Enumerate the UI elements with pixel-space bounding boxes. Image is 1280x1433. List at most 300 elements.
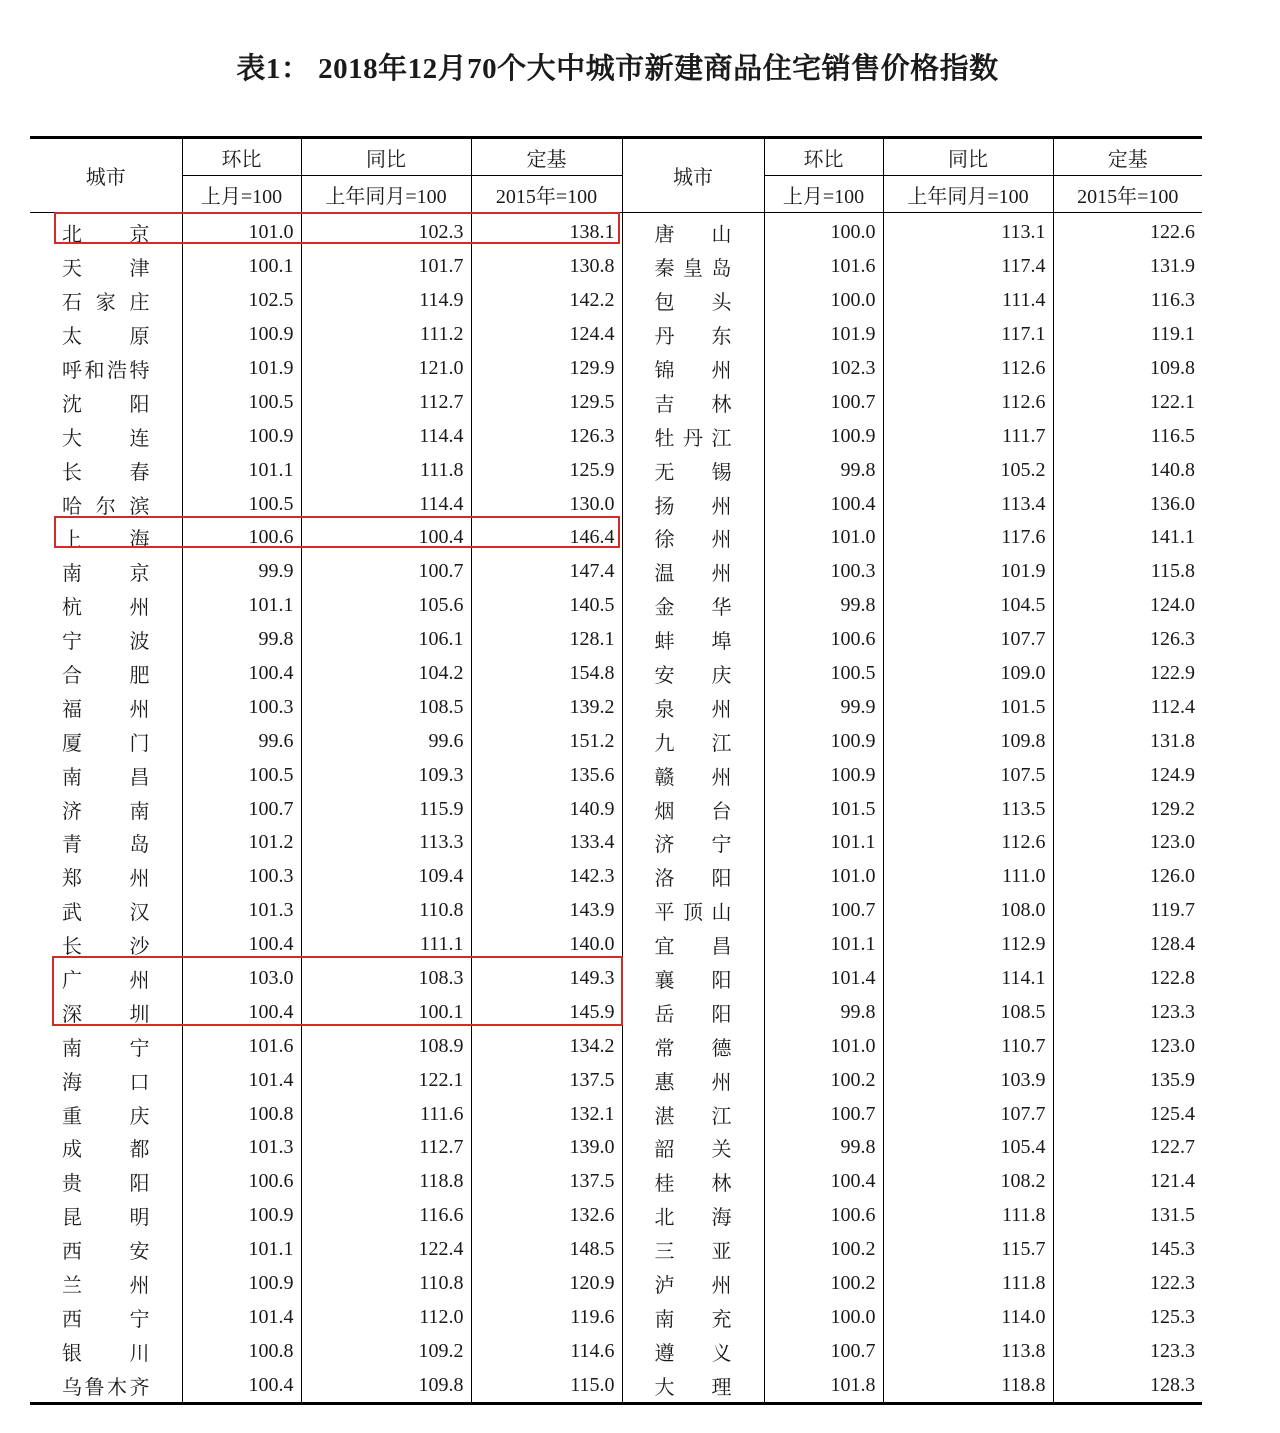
mom-value-right: 99.9 (764, 690, 883, 724)
city-name: 重庆 (62, 1105, 150, 1128)
mom-value: 100.3 (182, 690, 301, 724)
city-name: 广州 (62, 970, 150, 993)
yoy-value-right: 113.5 (883, 792, 1053, 826)
city-name-right: 九江 (622, 724, 764, 758)
city-name: 成都 (62, 1139, 150, 1162)
mom-value-right: 100.5 (764, 657, 883, 691)
city-name-right: 宜昌 (622, 928, 764, 962)
header-dj-sub-right: 2015年=100 (1053, 176, 1202, 213)
base-value-right: 136.0 (1053, 487, 1202, 521)
yoy-value-right: 105.2 (883, 453, 1053, 487)
mom-value: 99.9 (182, 555, 301, 589)
yoy-value: 121.0 (301, 352, 471, 386)
city-name-right: 北海 (622, 1199, 764, 1233)
mom-value-right: 100.0 (764, 213, 883, 250)
yoy-value: 113.3 (301, 826, 471, 860)
mom-value-right: 101.5 (764, 792, 883, 826)
yoy-value-right: 101.5 (883, 690, 1053, 724)
yoy-value-right: 112.6 (883, 826, 1053, 860)
mom-value: 100.5 (182, 758, 301, 792)
mom-value: 101.0 (182, 213, 301, 250)
base-value: 132.6 (471, 1199, 622, 1233)
mom-value-right: 100.0 (764, 1301, 883, 1335)
base-value-right: 123.0 (1053, 1029, 1202, 1063)
yoy-value-right: 103.9 (883, 1063, 1053, 1097)
mom-value-right: 100.9 (764, 758, 883, 792)
base-value-right: 122.7 (1053, 1131, 1202, 1165)
yoy-value-right: 104.5 (883, 589, 1053, 623)
base-value: 140.5 (471, 589, 622, 623)
mom-value: 99.6 (182, 724, 301, 758)
header-hb-right: 环比 (764, 138, 883, 176)
yoy-value: 122.4 (301, 1233, 471, 1267)
city-name: 西安 (62, 1241, 150, 1264)
table-row (30, 419, 1202, 453)
mom-value: 101.4 (182, 1063, 301, 1097)
mom-value: 100.5 (182, 487, 301, 521)
city-name: 贵阳 (62, 1173, 150, 1196)
city-name-right: 大理 (622, 1368, 764, 1403)
city-name: 郑州 (62, 868, 150, 891)
base-value: 132.1 (471, 1097, 622, 1131)
base-value: 115.0 (471, 1368, 622, 1403)
city-name: 长沙 (62, 936, 150, 959)
base-value: 119.6 (471, 1301, 622, 1335)
table-row (30, 1097, 1202, 1131)
city-name-right: 遵义 (622, 1334, 764, 1368)
mom-value: 100.5 (182, 385, 301, 419)
city-name: 北京 (62, 224, 150, 247)
yoy-value: 112.0 (301, 1301, 471, 1335)
city-name-right: 蚌埠 (622, 623, 764, 657)
city-name-right: 唐山 (622, 213, 764, 250)
yoy-value: 100.1 (301, 995, 471, 1029)
table-row (30, 1334, 1202, 1368)
city-name: 天津 (62, 258, 150, 281)
base-value: 130.0 (471, 487, 622, 521)
city-name-right: 泉州 (622, 690, 764, 724)
base-value: 140.9 (471, 792, 622, 826)
table-body (30, 213, 1202, 1404)
yoy-value-right: 114.0 (883, 1301, 1053, 1335)
city-name: 厦门 (62, 732, 150, 755)
city-name-right: 锦州 (622, 352, 764, 386)
mom-value-right: 99.8 (764, 1131, 883, 1165)
mom-value: 101.9 (182, 352, 301, 386)
yoy-value: 104.2 (301, 657, 471, 691)
table-row (30, 860, 1202, 894)
city-name: 济南 (62, 800, 150, 823)
base-value-right: 121.4 (1053, 1165, 1202, 1199)
base-value-right: 140.8 (1053, 453, 1202, 487)
base-value-right: 116.5 (1053, 419, 1202, 453)
base-value: 149.3 (471, 962, 622, 996)
yoy-value: 101.7 (301, 250, 471, 284)
city-name: 青岛 (62, 834, 150, 857)
table-row (30, 894, 1202, 928)
table-row (30, 826, 1202, 860)
base-value: 139.0 (471, 1131, 622, 1165)
yoy-value: 116.6 (301, 1199, 471, 1233)
mom-value: 101.1 (182, 1233, 301, 1267)
mom-value-right: 100.7 (764, 1334, 883, 1368)
yoy-value-right: 112.9 (883, 928, 1053, 962)
table-row (30, 792, 1202, 826)
table-row (30, 284, 1202, 318)
city-name: 哈尔滨 (62, 495, 150, 518)
table-row (30, 1165, 1202, 1199)
city-name-right: 泸州 (622, 1267, 764, 1301)
city-name-right: 湛江 (622, 1097, 764, 1131)
yoy-value: 111.6 (301, 1097, 471, 1131)
base-value: 146.4 (471, 521, 622, 555)
base-value: 129.9 (471, 352, 622, 386)
yoy-value: 111.8 (301, 453, 471, 487)
base-value: 137.5 (471, 1063, 622, 1097)
city-name-right: 烟台 (622, 792, 764, 826)
yoy-value: 111.1 (301, 928, 471, 962)
city-name-right: 洛阳 (622, 860, 764, 894)
base-value-right: 112.4 (1053, 690, 1202, 724)
city-name: 长春 (62, 461, 150, 484)
yoy-value-right: 111.8 (883, 1267, 1053, 1301)
city-name: 昆明 (62, 1207, 150, 1230)
base-value-right: 128.3 (1053, 1368, 1202, 1403)
base-value-right: 123.3 (1053, 995, 1202, 1029)
mom-value-right: 100.7 (764, 894, 883, 928)
yoy-value: 109.2 (301, 1334, 471, 1368)
table-row (30, 213, 1202, 250)
yoy-value: 109.8 (301, 1368, 471, 1403)
mom-value-right: 101.6 (764, 250, 883, 284)
base-value-right: 125.3 (1053, 1301, 1202, 1335)
mom-value-right: 101.9 (764, 318, 883, 352)
city-name: 宁波 (62, 631, 150, 654)
yoy-value-right: 107.7 (883, 623, 1053, 657)
yoy-value-right: 108.0 (883, 894, 1053, 928)
table-row (30, 521, 1202, 555)
yoy-value: 114.4 (301, 419, 471, 453)
yoy-value-right: 108.2 (883, 1165, 1053, 1199)
city-name: 沈阳 (62, 393, 150, 416)
mom-value-right: 99.8 (764, 995, 883, 1029)
mom-value-right: 101.1 (764, 826, 883, 860)
base-value: 147.4 (471, 555, 622, 589)
city-name: 武汉 (62, 902, 150, 925)
header-city: 城市 (85, 167, 126, 189)
mom-value-right: 100.2 (764, 1233, 883, 1267)
mom-value-right: 99.8 (764, 589, 883, 623)
base-value: 126.3 (471, 419, 622, 453)
yoy-value: 109.4 (301, 860, 471, 894)
mom-value: 101.4 (182, 1301, 301, 1335)
base-value-right: 122.6 (1053, 213, 1202, 250)
table-row (30, 1233, 1202, 1267)
mom-value-right: 100.6 (764, 1199, 883, 1233)
base-value-right: 119.1 (1053, 318, 1202, 352)
city-name-right: 三亚 (622, 1233, 764, 1267)
yoy-value-right: 113.1 (883, 213, 1053, 250)
mom-value-right: 101.8 (764, 1368, 883, 1403)
base-value-right: 135.9 (1053, 1063, 1202, 1097)
base-value: 130.8 (471, 250, 622, 284)
base-value: 142.3 (471, 860, 622, 894)
city-name-right: 秦皇岛 (622, 250, 764, 284)
yoy-value-right: 109.8 (883, 724, 1053, 758)
table-row (30, 1368, 1202, 1403)
base-value-right: 122.9 (1053, 657, 1202, 691)
base-value-right: 122.3 (1053, 1267, 1202, 1301)
city-name: 深圳 (62, 1003, 150, 1026)
yoy-value: 108.5 (301, 690, 471, 724)
table-row (30, 487, 1202, 521)
table-row (30, 555, 1202, 589)
mom-value: 100.9 (182, 318, 301, 352)
city-name: 南昌 (62, 766, 150, 789)
yoy-value: 100.7 (301, 555, 471, 589)
table-row (30, 352, 1202, 386)
city-name-right: 徐州 (622, 521, 764, 555)
city-name: 石家庄 (62, 292, 150, 315)
header-hb: 环比 (182, 138, 301, 176)
mom-value: 100.4 (182, 1368, 301, 1403)
table-row (30, 758, 1202, 792)
city-name-right: 赣州 (622, 758, 764, 792)
base-value: 154.8 (471, 657, 622, 691)
yoy-value: 106.1 (301, 623, 471, 657)
yoy-value: 114.9 (301, 284, 471, 318)
mom-value: 101.2 (182, 826, 301, 860)
mom-value-right: 100.7 (764, 385, 883, 419)
table-row (30, 1063, 1202, 1097)
city-name: 太原 (62, 326, 150, 349)
yoy-value-right: 109.0 (883, 657, 1053, 691)
base-value-right: 122.1 (1053, 385, 1202, 419)
table-row (30, 1131, 1202, 1165)
table-row (30, 690, 1202, 724)
yoy-value-right: 108.5 (883, 995, 1053, 1029)
table-row (30, 928, 1202, 962)
base-value: 120.9 (471, 1267, 622, 1301)
yoy-value-right: 111.0 (883, 860, 1053, 894)
city-name: 乌鲁木齐 (62, 1376, 150, 1399)
table-row (30, 1199, 1202, 1233)
base-value-right: 109.8 (1053, 352, 1202, 386)
header-tb: 同比 (301, 138, 471, 176)
yoy-value-right: 111.8 (883, 1199, 1053, 1233)
yoy-value: 102.3 (301, 213, 471, 250)
mom-value: 100.1 (182, 250, 301, 284)
table-row (30, 1301, 1202, 1335)
city-name-right: 牡丹江 (622, 419, 764, 453)
mom-value: 100.8 (182, 1097, 301, 1131)
city-name: 兰州 (62, 1275, 150, 1298)
mom-value: 103.0 (182, 962, 301, 996)
mom-value: 100.6 (182, 1165, 301, 1199)
mom-value: 100.4 (182, 995, 301, 1029)
header-dj-sub: 2015年=100 (471, 176, 622, 213)
yoy-value: 105.6 (301, 589, 471, 623)
yoy-value: 109.3 (301, 758, 471, 792)
base-value-right: 131.9 (1053, 250, 1202, 284)
header-dj: 定基 (471, 138, 622, 176)
yoy-value-right: 110.7 (883, 1029, 1053, 1063)
table-row (30, 385, 1202, 419)
table-row (30, 1267, 1202, 1301)
city-name-right: 惠州 (622, 1063, 764, 1097)
city-name-right: 南充 (622, 1301, 764, 1335)
base-value: 142.2 (471, 284, 622, 318)
city-name-right: 岳阳 (622, 995, 764, 1029)
mom-value: 100.9 (182, 1199, 301, 1233)
table-row (30, 657, 1202, 691)
mom-value: 100.8 (182, 1334, 301, 1368)
city-name-right: 安庆 (622, 657, 764, 691)
city-name: 大连 (62, 427, 150, 450)
yoy-value-right: 112.6 (883, 352, 1053, 386)
yoy-value-right: 115.7 (883, 1233, 1053, 1267)
city-name-right: 丹东 (622, 318, 764, 352)
mom-value: 99.8 (182, 623, 301, 657)
base-value-right: 119.7 (1053, 894, 1202, 928)
yoy-value: 99.6 (301, 724, 471, 758)
header-hb-sub-right: 上月=100 (764, 176, 883, 213)
mom-value-right: 100.0 (764, 284, 883, 318)
yoy-value: 122.1 (301, 1063, 471, 1097)
city-name-right: 扬州 (622, 487, 764, 521)
mom-value: 100.4 (182, 657, 301, 691)
mom-value: 100.7 (182, 792, 301, 826)
city-name: 呼和浩特 (62, 360, 150, 382)
base-value-right: 131.5 (1053, 1199, 1202, 1233)
mom-value-right: 100.9 (764, 419, 883, 453)
table-row (30, 453, 1202, 487)
mom-value: 100.4 (182, 928, 301, 962)
mom-value-right: 100.4 (764, 487, 883, 521)
mom-value-right: 101.0 (764, 860, 883, 894)
mom-value-right: 100.4 (764, 1165, 883, 1199)
city-name: 西宁 (62, 1308, 150, 1331)
base-value-right: 125.4 (1053, 1097, 1202, 1131)
base-value-right: 141.1 (1053, 521, 1202, 555)
yoy-value: 111.2 (301, 318, 471, 352)
base-value: 124.4 (471, 318, 622, 352)
mom-value-right: 99.8 (764, 453, 883, 487)
city-name-right: 襄阳 (622, 962, 764, 996)
yoy-value: 110.8 (301, 894, 471, 928)
header-dj-right: 定基 (1053, 138, 1202, 176)
base-value-right: 122.8 (1053, 962, 1202, 996)
mom-value-right: 101.0 (764, 521, 883, 555)
city-name-right: 韶关 (622, 1131, 764, 1165)
base-value: 151.2 (471, 724, 622, 758)
yoy-value: 112.7 (301, 385, 471, 419)
yoy-value-right: 111.4 (883, 284, 1053, 318)
yoy-value: 112.7 (301, 1131, 471, 1165)
yoy-value: 118.8 (301, 1165, 471, 1199)
base-value-right: 131.8 (1053, 724, 1202, 758)
base-value-right: 124.0 (1053, 589, 1202, 623)
mom-value-right: 100.2 (764, 1063, 883, 1097)
table-row (30, 1029, 1202, 1063)
table-row (30, 589, 1202, 623)
table-row (30, 623, 1202, 657)
city-name-right: 包头 (622, 284, 764, 318)
city-name: 银川 (62, 1342, 150, 1365)
mom-value-right: 102.3 (764, 352, 883, 386)
base-value-right: 116.3 (1053, 284, 1202, 318)
yoy-value: 110.8 (301, 1267, 471, 1301)
city-name-right: 无锡 (622, 453, 764, 487)
base-value: 139.2 (471, 690, 622, 724)
table-row (30, 724, 1202, 758)
mom-value: 100.9 (182, 1267, 301, 1301)
mom-value: 100.9 (182, 419, 301, 453)
yoy-value-right: 113.8 (883, 1334, 1053, 1368)
page-title: 表1： 2018年12月70个大中城市新建商品住宅销售价格指数 (236, 53, 999, 85)
yoy-value: 108.9 (301, 1029, 471, 1063)
mom-value: 102.5 (182, 284, 301, 318)
mom-value-right: 100.7 (764, 1097, 883, 1131)
header-hb-sub: 上月=100 (182, 176, 301, 213)
city-name: 上海 (62, 529, 150, 552)
mom-value: 100.3 (182, 860, 301, 894)
mom-value-right: 101.4 (764, 962, 883, 996)
base-value: 137.5 (471, 1165, 622, 1199)
base-value: 125.9 (471, 453, 622, 487)
base-value: 114.6 (471, 1334, 622, 1368)
base-value: 135.6 (471, 758, 622, 792)
mom-value: 101.3 (182, 1131, 301, 1165)
table-row (30, 995, 1202, 1029)
base-value: 148.5 (471, 1233, 622, 1267)
yoy-value-right: 107.7 (883, 1097, 1053, 1131)
base-value-right: 126.0 (1053, 860, 1202, 894)
mom-value: 101.3 (182, 894, 301, 928)
table-row (30, 318, 1202, 352)
mom-value: 100.6 (182, 521, 301, 555)
city-name: 杭州 (62, 597, 150, 620)
mom-value-right: 100.6 (764, 623, 883, 657)
header-city-right: 城市 (622, 138, 764, 213)
yoy-value-right: 107.5 (883, 758, 1053, 792)
base-value: 140.0 (471, 928, 622, 962)
yoy-value: 115.9 (301, 792, 471, 826)
city-name: 福州 (62, 698, 150, 721)
mom-value-right: 100.2 (764, 1267, 883, 1301)
yoy-value-right: 114.1 (883, 962, 1053, 996)
base-value: 138.1 (471, 213, 622, 250)
yoy-value: 108.3 (301, 962, 471, 996)
yoy-value-right: 105.4 (883, 1131, 1053, 1165)
city-name-right: 温州 (622, 555, 764, 589)
city-name-right: 常德 (622, 1029, 764, 1063)
table-row (30, 250, 1202, 284)
base-value-right: 128.4 (1053, 928, 1202, 962)
city-name-right: 桂林 (622, 1165, 764, 1199)
base-value-right: 115.8 (1053, 555, 1202, 589)
city-name: 南宁 (62, 1037, 150, 1060)
header-tb-right: 同比 (883, 138, 1053, 176)
city-name: 南京 (62, 563, 150, 586)
base-value-right: 126.3 (1053, 623, 1202, 657)
mom-value: 101.6 (182, 1029, 301, 1063)
base-value: 143.9 (471, 894, 622, 928)
yoy-value-right: 118.8 (883, 1368, 1053, 1403)
yoy-value-right: 101.9 (883, 555, 1053, 589)
base-value: 133.4 (471, 826, 622, 860)
yoy-value-right: 111.7 (883, 419, 1053, 453)
